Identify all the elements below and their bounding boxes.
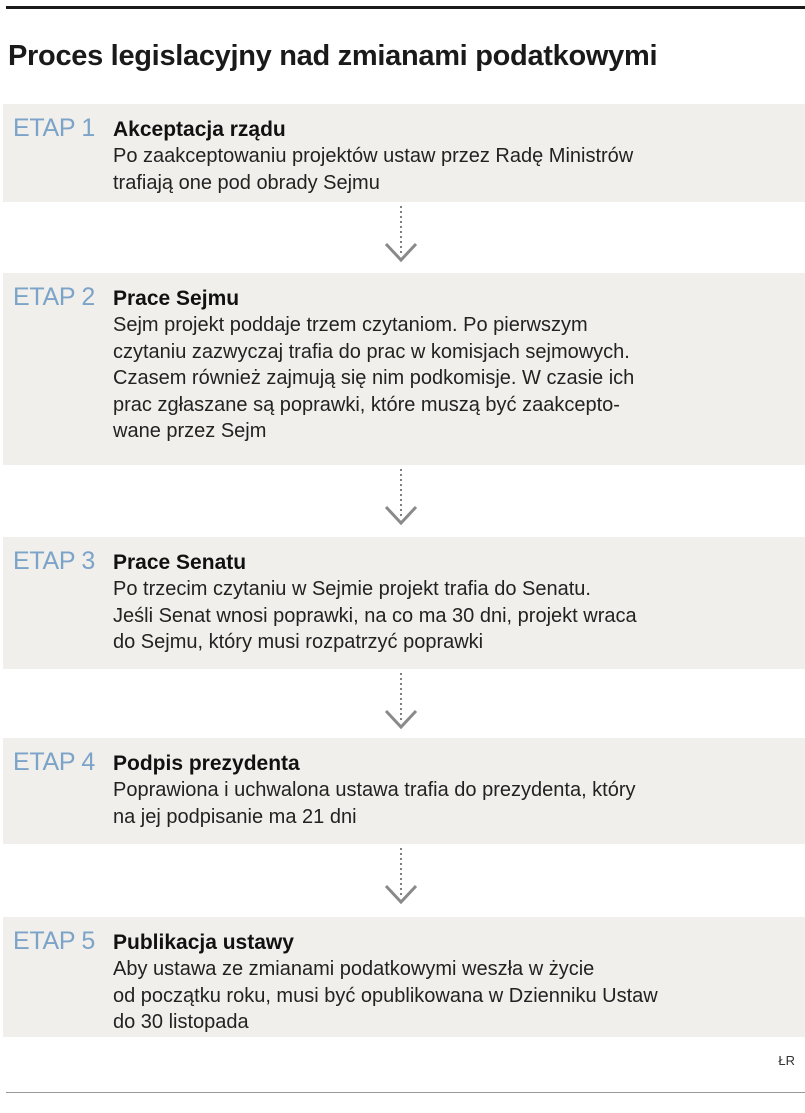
stage-description-line: Czasem również zajmują się nim podkomisje. W czasie ich — [113, 367, 635, 389]
stage-label: ETAP 3 — [13, 547, 96, 575]
stage-description-line: od początku roku, musi być opublikowana w Dzienniku Ustaw — [113, 984, 658, 1007]
down-arrow-icon — [383, 846, 419, 908]
down-arrow-icon — [383, 204, 419, 266]
infographic-title: Proces legislacyjny nad zmianami podatkowymi — [8, 40, 658, 72]
stage-title: Prace Senatu — [113, 551, 247, 574]
stage-description-line: Jeśli Senat wnosi poprawki, na co ma 30 dni, projekt wraca — [113, 604, 637, 627]
stage-content — [113, 751, 797, 830]
stage-label: ETAP 4 — [13, 748, 96, 776]
stage-2 — [3, 273, 805, 465]
stage-label: ETAP 5 — [13, 927, 96, 955]
stage-description-line: czytaniu zazwyczaj trafia do prac w komisjach sejmowych. — [113, 340, 630, 363]
stage-description-line: Aby ustawa ze zmianami podatkowymi weszła w życie — [113, 958, 595, 980]
stage-description-line: na jej podpisanie ma 21 dni — [113, 805, 357, 828]
stage-description-line: Po zaakceptowaniu projektów ustaw przez Radę Ministrów — [113, 145, 634, 167]
stage-content — [113, 550, 797, 656]
connector-arrow-1 — [383, 204, 419, 266]
stage-description-line: wane przez Sejm — [113, 420, 267, 442]
down-arrow-icon — [383, 671, 419, 733]
stage-label: ETAP 2 — [13, 283, 96, 311]
stage-4 — [3, 738, 805, 844]
stage-description-line: trafiają one pod obrady Sejmu — [113, 171, 380, 194]
stage-description-line: do 30 listopada — [113, 1011, 249, 1033]
stage-content — [113, 117, 797, 196]
stage-description-line: Po trzecim czytaniu w Sejmie projekt trafia do Senatu. — [113, 578, 591, 600]
stage-description-line: do Sejmu, który musi rozpatrzyć poprawki — [113, 631, 484, 653]
stage-title: Podpis prezydenta — [113, 752, 300, 775]
stage-label: ETAP 1 — [13, 114, 96, 142]
stage-description-line: prac zgłaszane są poprawki, które muszą być zaakcepto- — [113, 393, 620, 416]
connector-arrow-2 — [383, 467, 419, 529]
stage-5 — [3, 917, 805, 1037]
connector-arrow-3 — [383, 671, 419, 733]
author-credit: ŁR — [778, 1053, 795, 1068]
stage-content — [113, 930, 797, 1036]
stage-1 — [3, 104, 805, 202]
stage-title: Akceptacja rządu — [113, 118, 286, 141]
stage-title: Publikacja ustawy — [113, 931, 294, 954]
stage-description-line: Sejm projekt poddaje trzem czytaniom. Po pierwszym — [113, 314, 588, 336]
connector-arrow-4 — [383, 846, 419, 908]
stage-3 — [3, 537, 805, 669]
stage-title: Prace Sejmu — [113, 287, 240, 310]
stage-description-line: Poprawiona i uchwalona ustawa trafia do prezydenta, który — [113, 779, 636, 801]
bottom-rule — [6, 1092, 805, 1093]
down-arrow-icon — [383, 467, 419, 529]
stage-content — [113, 286, 797, 445]
